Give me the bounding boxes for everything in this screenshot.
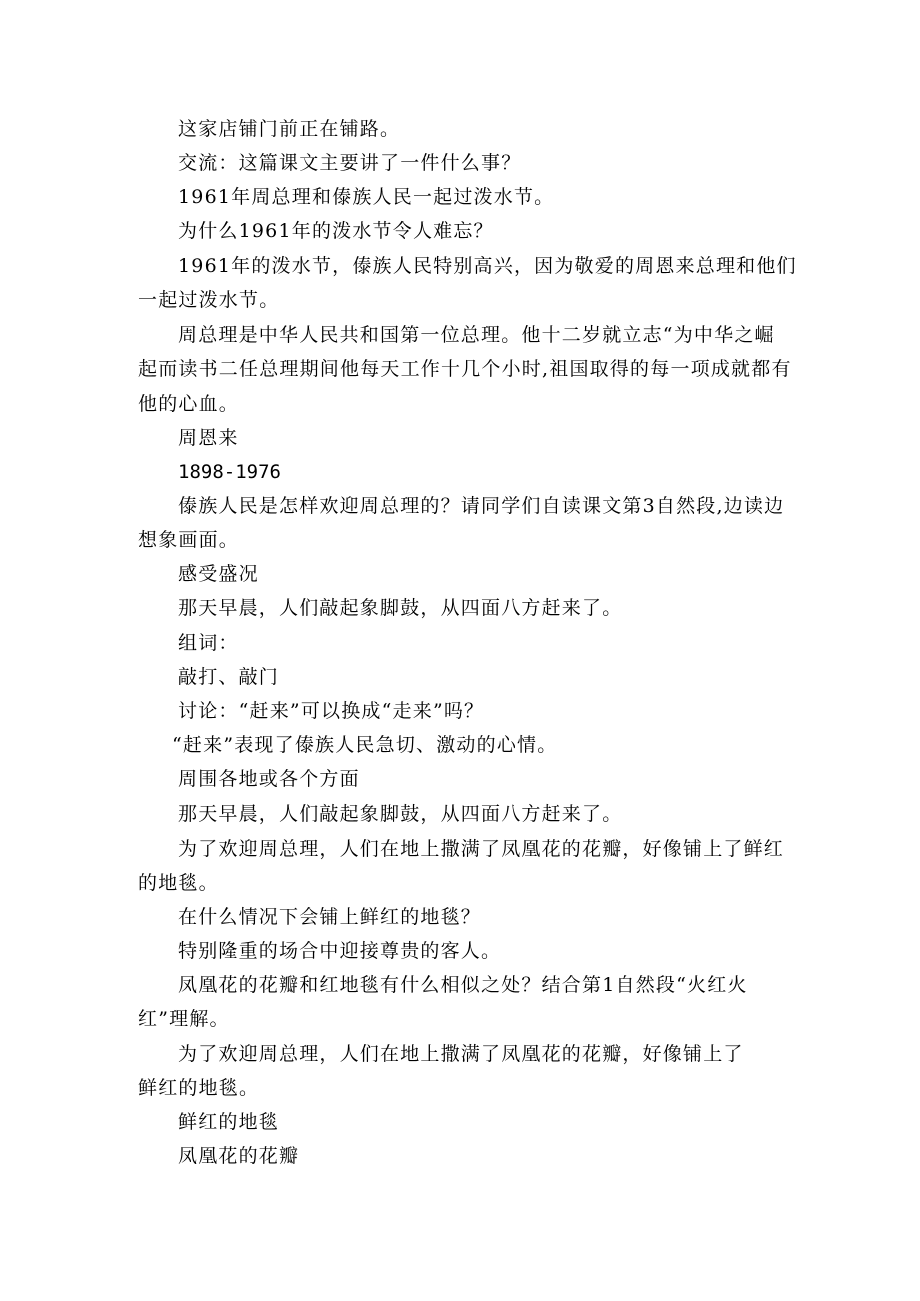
paragraph-line-2: 交流：这篇课文主要讲了一件什么事？ bbox=[178, 152, 522, 174]
paragraph-line-4: 为什么1961年的泼水节令人难忘？ bbox=[178, 220, 494, 242]
paragraph-line-1: 这家店铺门前正在铺路。 bbox=[178, 118, 401, 140]
paragraph-line-9: 他的心血。 bbox=[138, 393, 240, 415]
paragraph-line-3: 1961年周总理和傣族人民一起过泼水节。 bbox=[178, 186, 555, 208]
paragraph-line-17: 敲打、敲门 bbox=[178, 666, 280, 688]
paragraph-line-22: 为了欢迎周总理，人们在地上撒满了凤凰花的花瓣，好像铺上了鲜红 bbox=[178, 838, 785, 860]
paragraph-line-26: 凤凰花的花瓣和红地毯有什么相似之处？结合第1自然段“火红火 bbox=[178, 974, 748, 996]
paragraph-line-20: 周围各地或各个方面 bbox=[178, 768, 360, 790]
paragraph-line-6: 一起过泼水节。 bbox=[138, 289, 280, 311]
paragraph-line-28: 为了欢迎周总理，人们在地上撒满了凤凰花的花瓣，好像铺上了 bbox=[178, 1043, 744, 1065]
paragraph-line-7: 周总理是中华人民共和国第一位总理。他十二岁就立志“为中华之崛 bbox=[178, 324, 775, 346]
paragraph-line-24: 在什么情况下会铺上鲜红的地毯？ bbox=[178, 906, 482, 928]
paragraph-line-16: 组词： bbox=[178, 632, 239, 654]
paragraph-line-10: 周恩来 bbox=[178, 427, 239, 449]
paragraph-line-15: 那天早晨，人们敲起象脚鼓，从四面八方赶来了。 bbox=[178, 597, 623, 619]
paragraph-line-5: 1961年的泼水节，傣族人民特别高兴，因为敬爱的周恩来总理和他们 bbox=[178, 255, 797, 277]
paragraph-line-19: “赶来”表现了傣族人民急切、激动的心情。 bbox=[172, 734, 558, 756]
paragraph-line-18: 讨论：“赶来”可以换成“走来”吗？ bbox=[178, 700, 485, 722]
paragraph-line-11: 1898-1976 bbox=[178, 461, 281, 483]
paragraph-line-23: 的地毯。 bbox=[138, 872, 219, 894]
paragraph-line-29: 鲜红的地毯。 bbox=[138, 1077, 260, 1099]
paragraph-line-14: 感受盛况 bbox=[178, 563, 259, 585]
paragraph-line-30: 鲜红的地毯 bbox=[178, 1111, 280, 1133]
paragraph-line-27: 红”理解。 bbox=[138, 1008, 230, 1030]
paragraph-line-12: 傣族人民是怎样欢迎周总理的？请同学们自读课文第3自然段,边读边 bbox=[178, 495, 785, 517]
paragraph-line-13: 想象画面。 bbox=[138, 529, 240, 551]
paragraph-line-31: 凤凰花的花瓣 bbox=[178, 1145, 300, 1167]
paragraph-line-21: 那天早晨，人们敲起象脚鼓，从四面八方赶来了。 bbox=[178, 803, 623, 825]
paragraph-line-25: 特别隆重的场合中迎接尊贵的客人。 bbox=[178, 940, 502, 962]
paragraph-line-8: 起而读书二任总理期间他每天工作十几个小时,祖国取得的每一项成就都有 bbox=[138, 358, 792, 380]
